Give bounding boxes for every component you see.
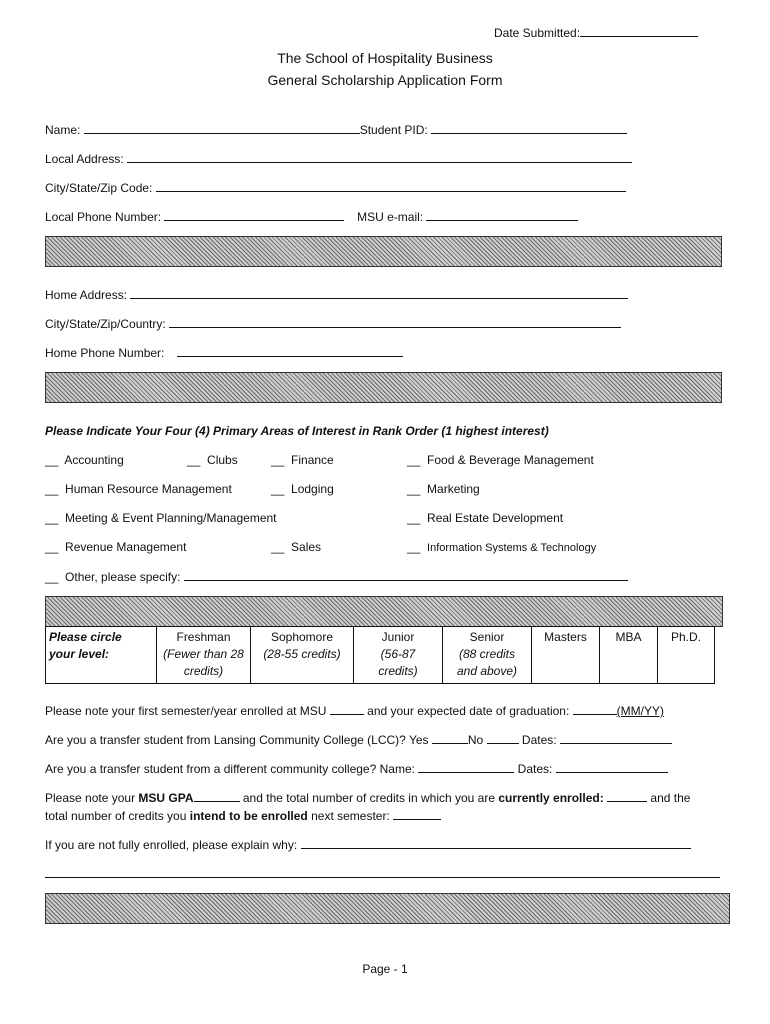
enrollment-row: Please note your first semester/year enrolled at MSU and your expected date of graduation: (MM/YY)	[45, 704, 664, 718]
level-phd[interactable]: Ph.D.	[658, 627, 715, 684]
name-field[interactable]	[84, 122, 360, 134]
divider-band-4	[45, 893, 730, 924]
current-credits-field[interactable]	[607, 790, 647, 802]
not-enrolled-explain-field[interactable]	[301, 837, 691, 849]
gpa-field[interactable]	[194, 790, 240, 802]
interest-lodging[interactable]: __ Lodging	[271, 482, 334, 496]
student-pid-field[interactable]	[431, 122, 627, 134]
interest-revenue[interactable]: __ Revenue Management	[45, 540, 187, 554]
form-title-line2: General Scholarship Application Form	[267, 72, 503, 88]
divider-band-3	[45, 596, 723, 627]
home-city-row: City/State/Zip/Country:	[45, 316, 621, 331]
credits-row: total number of credits you intend to be enrolled next semester:	[45, 808, 441, 823]
not-enrolled-explain-line2[interactable]	[45, 866, 720, 878]
local-phone-field[interactable]	[164, 209, 344, 221]
interest-clubs[interactable]: __ Clubs	[187, 453, 238, 467]
msu-email-field[interactable]	[426, 209, 578, 221]
local-address-field[interactable]	[127, 151, 632, 163]
interest-marketing[interactable]: __ Marketing	[407, 482, 480, 496]
level-junior[interactable]: Junior (56-87 credits)	[354, 627, 443, 684]
next-semester-credits-field[interactable]	[393, 808, 441, 820]
level-table	[45, 626, 715, 684]
home-phone-row: Home Phone Number:	[45, 345, 403, 360]
other-cc-name-field[interactable]	[418, 761, 514, 773]
divider-band-1	[45, 236, 722, 267]
page-number: Page - 1	[362, 962, 408, 976]
divider-band-2	[45, 372, 722, 403]
local-city-row: City/State/Zip Code:	[45, 180, 626, 195]
interest-accounting[interactable]: __ Accounting	[45, 453, 124, 467]
home-address-row: Home Address:	[45, 287, 628, 302]
lcc-no-field[interactable]	[487, 732, 519, 744]
lcc-yes-field[interactable]	[432, 732, 468, 744]
date-submitted-field[interactable]	[580, 25, 698, 37]
date-submitted: Date Submitted:	[494, 25, 698, 40]
interest-meeting-event[interactable]: __ Meeting & Event Planning/Management	[45, 511, 277, 525]
name-row: Name: Student PID:	[45, 122, 627, 137]
home-city-field[interactable]	[169, 316, 621, 328]
interest-hr[interactable]: __ Human Resource Management	[45, 482, 232, 496]
local-city-field[interactable]	[156, 180, 626, 192]
interest-real-estate[interactable]: __ Real Estate Development	[407, 511, 564, 525]
local-phone-row: Local Phone Number: MSU e-mail:	[45, 209, 578, 224]
level-freshman[interactable]: Freshman (Fewer than 28 credits)	[157, 627, 251, 684]
level-mba[interactable]: MBA	[600, 627, 658, 684]
lcc-row: Are you a transfer student from Lansing Community College (LCC)? Yes No Dates:	[45, 732, 672, 747]
home-address-field[interactable]	[130, 287, 628, 299]
not-enrolled-row: If you are not fully enrolled, please explain why:	[45, 837, 691, 852]
local-address-row: Local Address:	[45, 151, 632, 166]
first-semester-field[interactable]	[330, 703, 364, 715]
gpa-row: Please note your MSU GPA and the total number of credits in which you are currently enrolled: and the	[45, 791, 691, 805]
interests-heading: Please Indicate Your Four (4) Primary Areas of Interest in Rank Order (1 highest interest)	[45, 424, 549, 438]
home-phone-field[interactable]	[177, 345, 403, 357]
level-sophomore[interactable]: Sophomore (28-55 credits)	[251, 627, 354, 684]
lcc-dates-field[interactable]	[560, 732, 672, 744]
interest-food-beverage[interactable]: __ Food & Beverage Management	[407, 453, 594, 467]
other-cc-row: Are you a transfer student from a different community college? Name: Dates:	[45, 761, 668, 776]
interest-sales[interactable]: __ Sales	[271, 540, 322, 554]
interest-other-field[interactable]	[184, 569, 628, 581]
interest-finance[interactable]: __ Finance	[271, 453, 334, 467]
level-masters[interactable]: Masters	[532, 627, 600, 684]
graduation-date-field[interactable]	[573, 703, 617, 715]
form-title-line1: The School of Hospitality Business	[277, 50, 493, 66]
level-senior[interactable]: Senior (88 credits and above)	[443, 627, 532, 684]
interest-other-row: __ Other, please specify:	[45, 569, 628, 584]
other-cc-dates-field[interactable]	[556, 761, 668, 773]
interest-info-systems[interactable]: __ Information Systems & Technology	[407, 540, 597, 554]
level-prompt: Please circle your level:	[46, 627, 157, 684]
